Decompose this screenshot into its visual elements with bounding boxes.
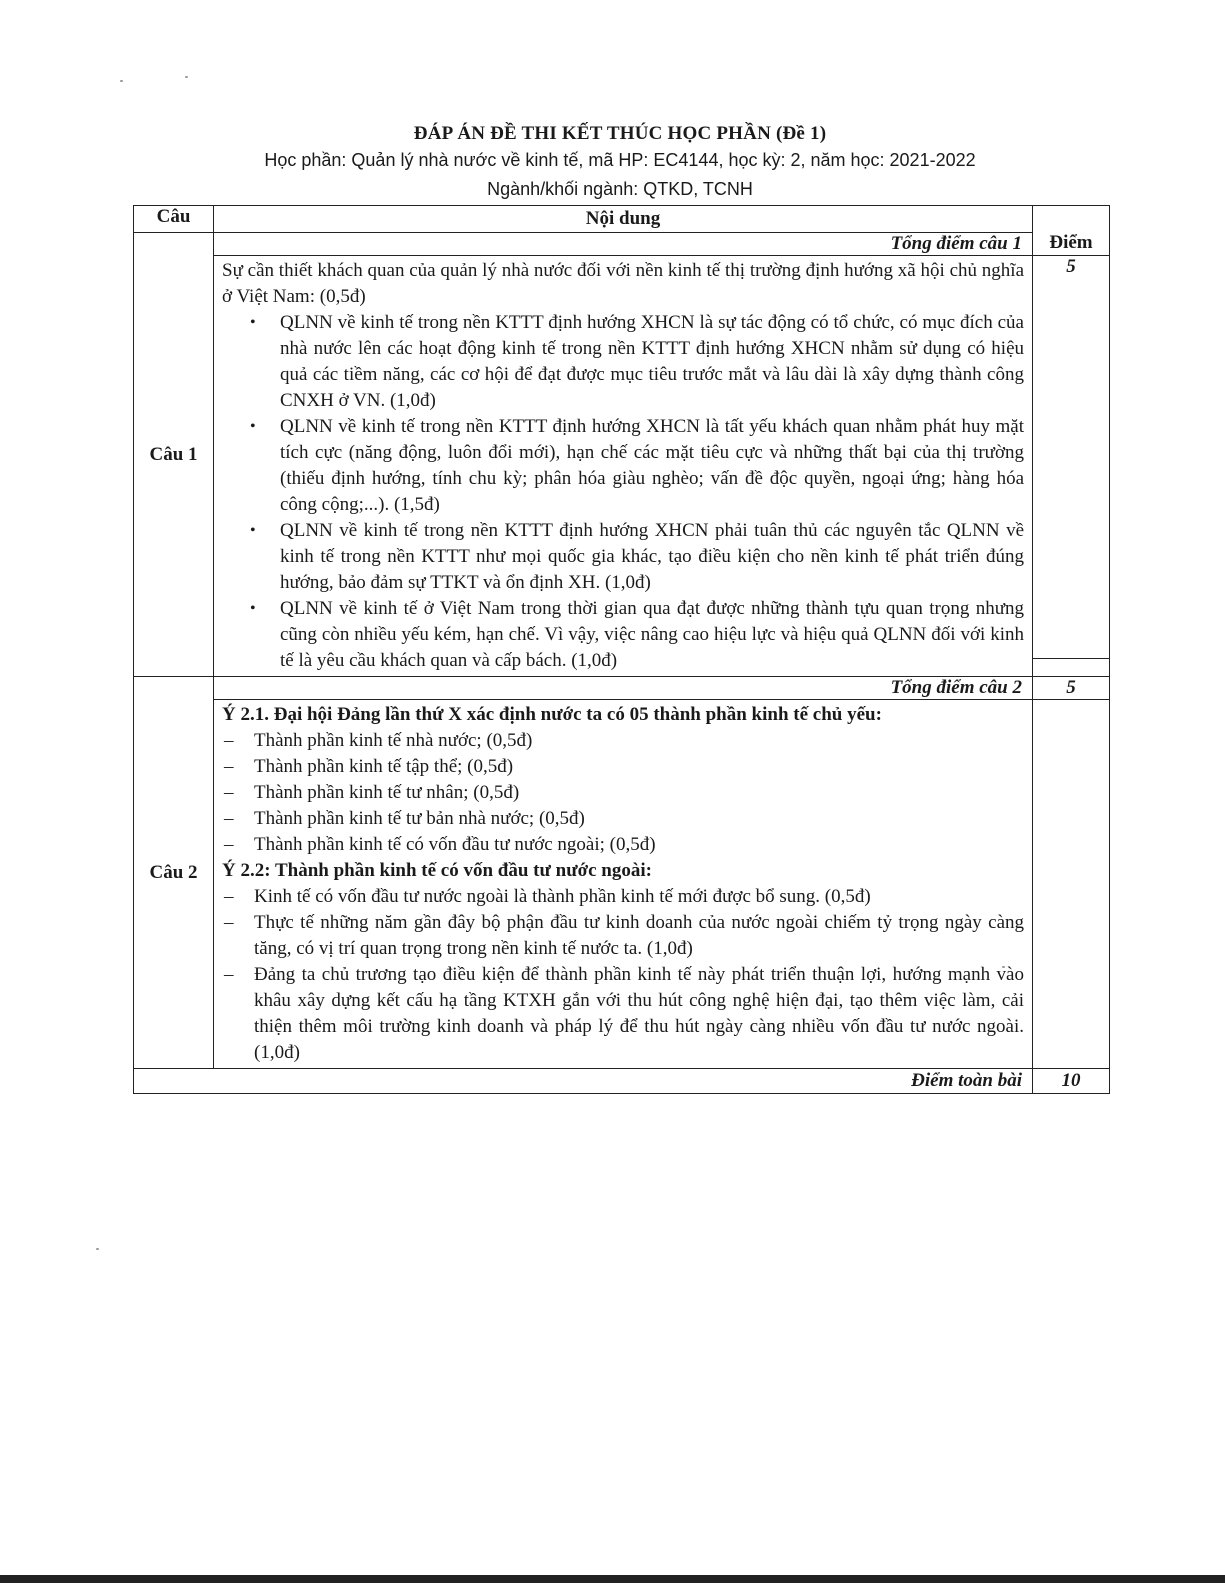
scan-speck — [120, 80, 123, 82]
q2-content — [214, 700, 1033, 1069]
q1-score-empty — [1033, 659, 1110, 677]
document-title: ĐÁP ÁN ĐỀ THI KẾT THÚC HỌC PHẦN (Đề 1) — [413, 123, 827, 144]
list-item: – Thành phần kinh tế tư nhân; (0,5đ) — [254, 780, 1024, 806]
q2-part1-heading: Ý 2.1. Đại hội Đảng lần thứ X xác định nước ta có 05 thành phần kinh tế chủ yếu: — [222, 704, 882, 725]
total-row — [134, 1069, 1110, 1094]
q1-score-row — [134, 256, 1110, 659]
q2-subtotal-row — [134, 677, 1110, 700]
q1-subtotal-row — [134, 233, 1110, 256]
scan-speck — [96, 1248, 99, 1250]
scan-border — [0, 1575, 1225, 1583]
q2-part1-list — [222, 728, 1024, 858]
list-item: • QLNN về kinh tế trong nền KTTT định hướng XHCN là sự tác động có tổ chức, có mục đích của nhà nước lên các hoạt động kinh tế trong nền KTTT định hướng XHCN nhằm sử dụng có hiệu quả các tiềm năng, các cơ hội để đạt được mục tiêu trước mắt và lâu dài là xây dựng thành công CNXH ở VN. (1,0đ) — [280, 310, 1024, 414]
column-header-diem: Điểm — [1033, 206, 1110, 256]
list-item: – Đảng ta chủ trương tạo điều kiện để thành phần kinh tế này phát triển thuận lợi, hướng mạnh vào khâu xây dựng kết cấu hạ tầng KTXH gắn với thu hút công nghệ hiện đại, tạo thêm việc làm, cải thiện thêm môi trường kinh doanh và pháp lý để thu hút ngày càng nhiều vốn đầu tư nước ngoài. (1,0đ) — [254, 962, 1024, 1066]
q2-part2-heading: Ý 2.2: Thành phần kinh tế có vốn đầu tư nước ngoài: — [222, 860, 652, 881]
q1-content — [214, 256, 1033, 677]
list-item: – Thành phần kinh tế tập thể; (0,5đ) — [254, 754, 1024, 780]
list-item: – Thành phần kinh tế nhà nước; (0,5đ) — [254, 728, 1024, 754]
q1-bullet-list — [222, 310, 1024, 674]
q2-part2-list — [222, 884, 1024, 1066]
column-header-cau: Câu — [134, 206, 214, 233]
list-item: – Kinh tế có vốn đầu tư nước ngoài là thành phần kinh tế mới được bổ sung. (0,5đ) — [254, 884, 1024, 910]
answer-table — [133, 205, 1110, 1094]
header-row — [134, 206, 1110, 233]
q2-label: Câu 2 — [134, 677, 214, 1069]
q2-content-row — [134, 700, 1110, 1069]
list-item: – Thực tế những năm gần đây bộ phận đầu tư kinh doanh của nước ngoài chiếm tỷ trọng ngày càng tăng, có vị trí quan trọng trong nền kinh tế nước ta. (1,0đ) — [254, 910, 1024, 962]
column-header-noidung: Nội dung — [214, 206, 1033, 233]
q1-subtotal-score: 5 — [1033, 256, 1110, 659]
q1-intro: Sự cần thiết khách quan của quản lý nhà nước đối với nền kinh tế thị trường định hướng xã hội chủ nghĩa ở Việt Nam: (0,5đ) — [222, 260, 1024, 307]
list-item: • QLNN về kinh tế ở Việt Nam trong thời gian qua đạt được những thành tựu quan trọng nhưng cũng còn nhiều yếu kém, hạn chế. Vì vậy, việc nâng cao hiệu lực và hiệu quả QLNN đối với kinh tế là yêu cầu khách quan và cấp bách. (1,0đ) — [280, 596, 1024, 674]
q2-score-empty — [1033, 700, 1110, 1069]
list-item: – Thành phần kinh tế có vốn đầu tư nước ngoài; (0,5đ) — [254, 832, 1024, 858]
q1-subtotal-label: Tổng điểm câu 1 — [214, 233, 1033, 256]
q2-subtotal-label: Tổng điểm câu 2 — [214, 677, 1033, 700]
major-info: Ngành/khối ngành: QTKD, TCNH — [487, 179, 753, 199]
scan-speck — [185, 76, 188, 78]
list-item: • QLNN về kinh tế trong nền KTTT định hướng XHCN là tất yếu khách quan nhằm phát huy mặt tích cực (năng động, luôn đổi mới), hạn chế các mặt tiêu cực và những thất bại của thị trường (thiếu định hướng, tính chu kỳ; phân hóa giàu nghèo; vấn đề độc quyền, ngoại ứng; hàng hóa công cộng;...). (1,5đ) — [280, 414, 1024, 518]
list-item: • QLNN về kinh tế trong nền KTTT định hướng XHCN phải tuân thủ các nguyên tắc QLNN về kinh tế trong nền KTTT như mọi quốc gia khác, tạo điều kiện cho nền kinh tế phát triển đúng hướng, bảo đảm sự TTKT và ổn định XH. (1,0đ) — [280, 518, 1024, 596]
total-score: 10 — [1033, 1069, 1110, 1094]
total-label: Điểm toàn bài — [134, 1069, 1033, 1094]
q1-label: Câu 1 — [134, 233, 214, 677]
list-item: – Thành phần kinh tế tư bản nhà nước; (0,5đ) — [254, 806, 1024, 832]
course-info: Học phần: Quản lý nhà nước về kinh tế, mã HP: EC4144, học kỳ: 2, năm học: 2021-2022 — [264, 150, 976, 170]
q2-subtotal-score: 5 — [1033, 677, 1110, 700]
